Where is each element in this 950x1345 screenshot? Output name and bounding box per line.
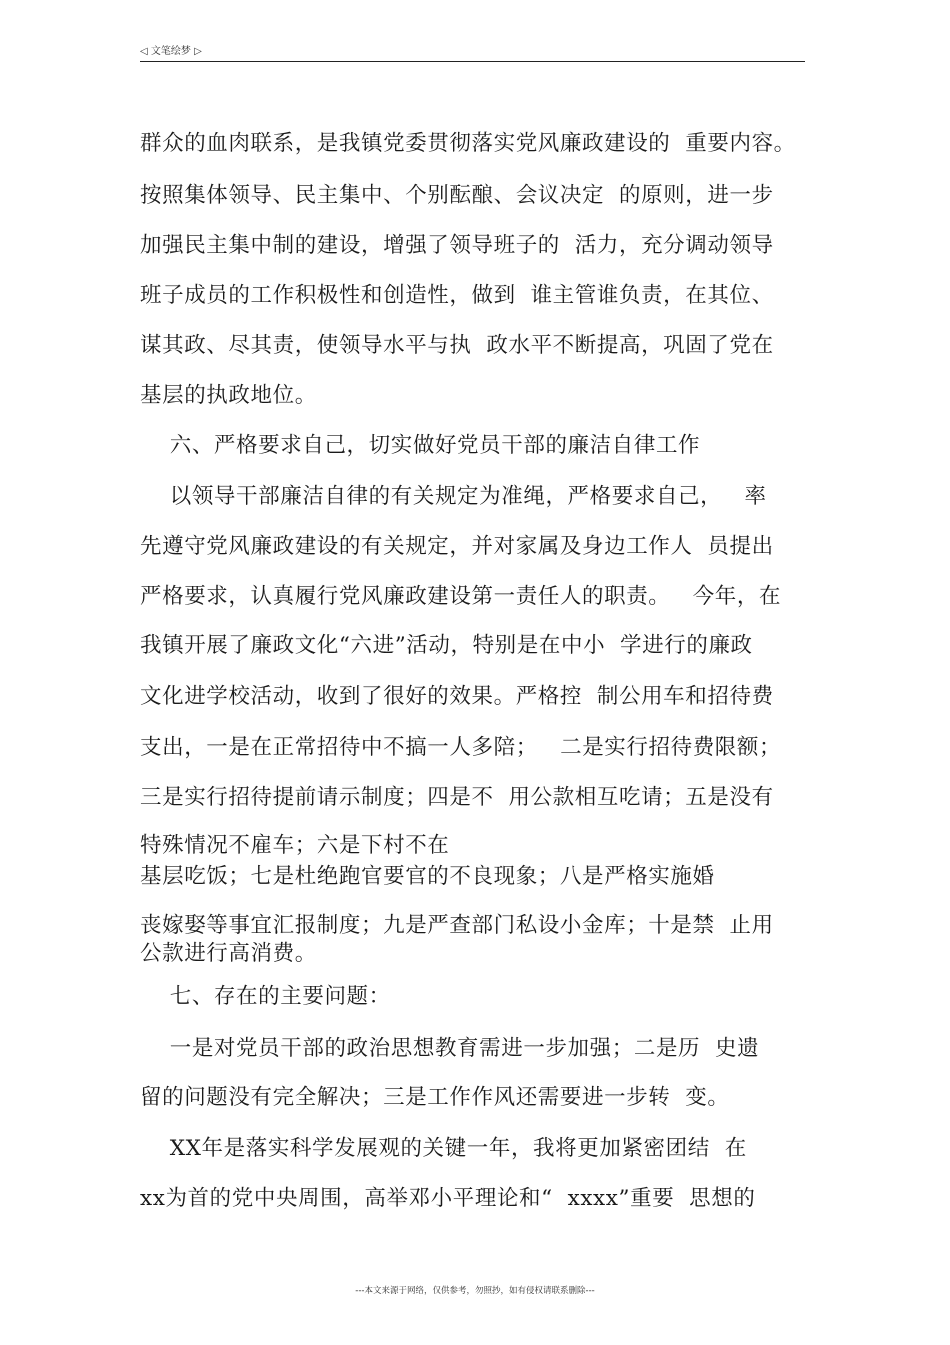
header-divider — [140, 61, 805, 62]
body-line: 公款进行高消费。 — [140, 941, 317, 966]
body-line: 以领导干部廉洁自律的有关规定为准绳，严格要求自己， 率 — [140, 484, 767, 509]
body-line: xx为首的党中央周围，高举邓小平理论和“ xxxx”重要 思想的 — [140, 1186, 756, 1211]
body-line: 加强民主集中制的建设，增强了领导班子的 活力，充分调动领导 — [140, 233, 774, 258]
body-line: 支出，一是在正常招待中不搞一人多陪； 二是实行招待费限额； — [140, 735, 782, 760]
section-heading: 六、严格要求自己，切实做好党员干部的廉洁自律工作 — [140, 433, 701, 458]
body-line: 三是实行招待提前请示制度；四是不 用公款相互吃请；五是没有 — [140, 785, 774, 810]
document-footer: ---本文来源于网络，仅供参考，勿照抄，如有侵权请联系删除--- — [355, 1286, 595, 1296]
header-title: 文笔绘梦 — [150, 46, 191, 57]
body-line: 丧嫁娶等事宜汇报制度；九是严查部门私设小金库；十是禁 止用 — [140, 913, 774, 938]
body-line: 群众的血肉联系，是我镇党委贯彻落实党风廉政建设的 重要内容。 — [140, 131, 796, 156]
right-triangle-icon: ▷ — [194, 46, 202, 57]
body-line: 班子成员的工作积极性和创造性，做到 谁主管谁负责，在其位、 — [140, 283, 774, 308]
body-line: 留的问题没有完全解决；三是工作作风还需要进一步转 变。 — [140, 1085, 730, 1110]
body-line: 严格要求，认真履行党风廉政建设第一责任人的职责。 今年，在 — [140, 584, 782, 609]
body-line: 谋其政、尽其责，使领导水平与执 政水平不断提高，巩固了党在 — [140, 333, 774, 358]
body-line: XX年是落实科学发展观的关键一年，我将更加紧密团结 在 — [140, 1136, 747, 1161]
document-header — [140, 44, 805, 60]
body-line: 我镇开展了廉政文化“六进”活动，特别是在中小 学进行的廉政 — [140, 633, 753, 658]
body-line: 一是对党员干部的政治思想教育需进一步加强；二是历 史遗 — [140, 1036, 760, 1061]
left-triangle-icon: ◁ — [140, 46, 148, 57]
body-line: 基层吃饭；七是杜绝跑官要官的不良现象；八是严格实施婚 — [140, 864, 715, 889]
body-line: 按照集体领导、民主集中、个别酝酿、会议决定 的原则，进一步 — [140, 183, 774, 208]
section-heading: 七、存在的主要问题： — [140, 984, 391, 1009]
body-line: 基层的执政地位。 — [140, 383, 317, 408]
body-line: 先遵守党风廉政建设的有关规定，并对家属及身边工作人 员提出 — [140, 534, 774, 559]
body-line: 文化进学校活动，收到了很好的效果。严格控 制公用车和招待费 — [140, 684, 774, 709]
body-line: 特殊情况不雇车；六是下村不在 — [140, 833, 450, 858]
